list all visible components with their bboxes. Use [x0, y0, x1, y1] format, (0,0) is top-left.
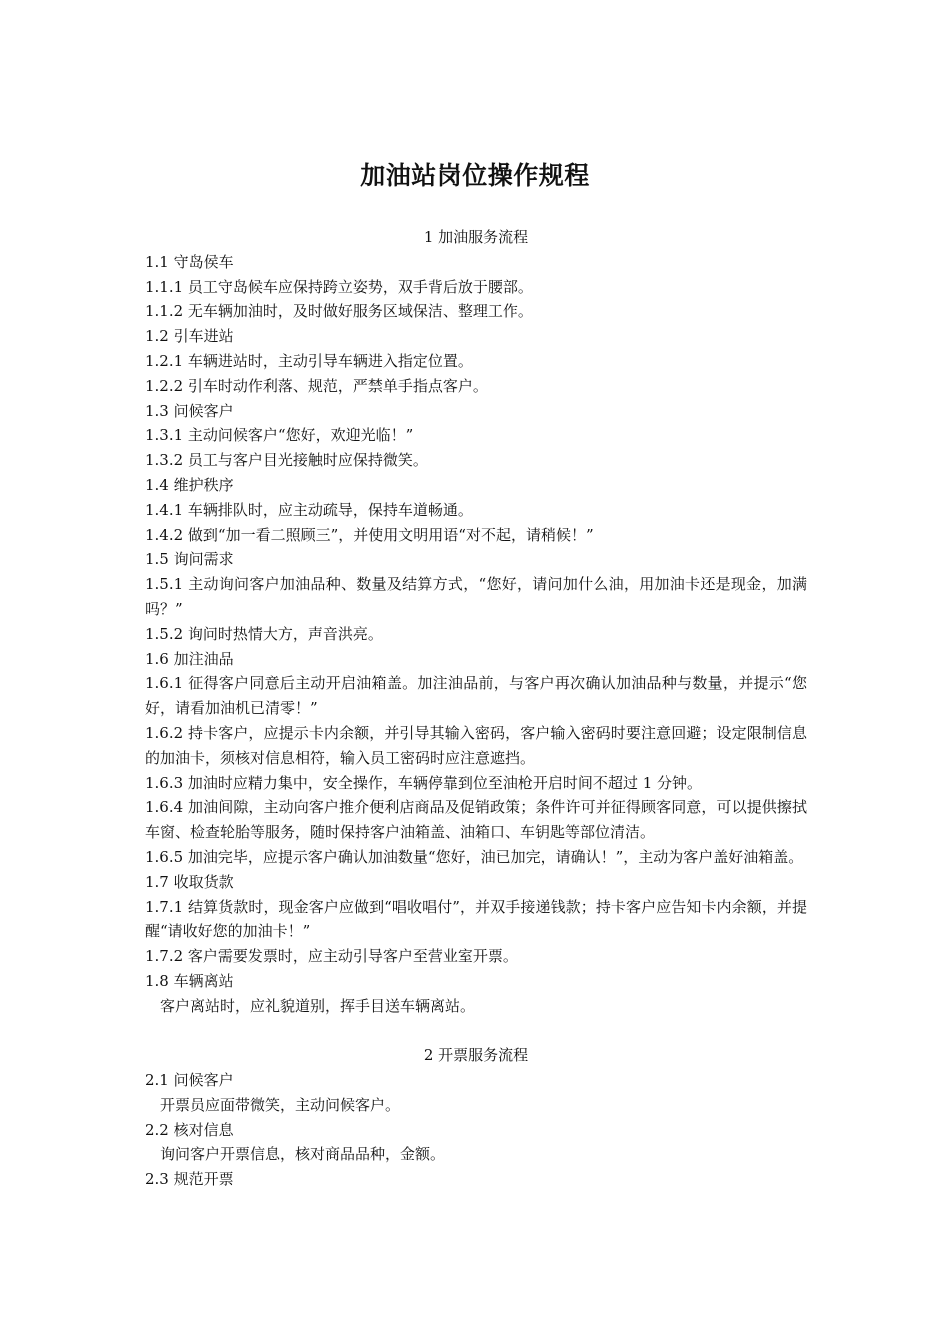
paragraph: 1.1 守岛侯车	[145, 252, 234, 271]
paragraph: 1.5 询问需求	[145, 550, 234, 569]
paragraph: 1.2.1 车辆进站时，主动引导车辆进入指定位置。	[145, 351, 473, 370]
paragraph: 1.3.2 员工与客户目光接触时应保持微笑。	[145, 451, 428, 470]
paragraph: 1.8 车辆离站	[145, 971, 234, 990]
paragraph: 1.4.2 做到“加一看二照顾三”，并使用文明用语“对不起，请稍候！”	[145, 525, 594, 544]
section-heading: 1 加油服务流程	[423, 228, 529, 246]
paragraph: 1.4.1 车辆排队时，应主动疏导，保持车道畅通。	[145, 500, 473, 519]
paragraph: 1.6.1 征得客户同意后主动开启油箱盖。加注油品前，与客户再次确认加油品种与数量，并提示“您好，请看加油机已清零！”	[145, 674, 807, 718]
paragraph: 1.1.2 无车辆加油时，及时做好服务区域保洁、整理工作。	[145, 302, 533, 321]
paragraph: 1.6.3 加油时应精力集中，安全操作，车辆停靠到位至油枪开启时间不超过 1 分钟。	[145, 773, 703, 792]
paragraph: 1.2.2 引车时动作利落、规范，严禁单手指点客户。	[145, 376, 488, 395]
paragraph: 1.7.2 客户需要发票时，应主动引导客户至营业室开票。	[145, 947, 518, 966]
paragraph: 2.3 规范开票	[145, 1170, 234, 1189]
paragraph: 1.2 引车进站	[145, 327, 234, 346]
paragraph: 1.4 维护秩序	[145, 475, 234, 494]
document-title: 加油站岗位操作规程	[360, 161, 590, 190]
paragraph: 1.7.1 结算货款时，现金客户应做到“唱收唱付”，并双手接递钱款；持卡客户应告知卡内余额，并提醒“请收好您的加油卡！”	[145, 897, 807, 941]
paragraph: 1.1.1 员工守岛候车应保持跨立姿势，双手背后放于腰部。	[145, 277, 533, 296]
paragraph: 1.5.2 询问时热情大方，声音洪亮。	[145, 624, 383, 643]
paragraph: 1.6 加注油品	[145, 649, 234, 668]
paragraph: 1.6.5 加油完毕，应提示客户确认加油数量“您好，油已加完，请确认！”，主动为客户盖好油箱盖。	[145, 847, 804, 866]
paragraph: 询问客户开票信息，核对商品品种，金额。	[160, 1145, 446, 1164]
paragraph: 1.6.2 持卡客户，应提示卡内余额，并引导其输入密码，客户输入密码时要注意回避；设定限制信息的加油卡，须核对信息相符，输入员工密码时应注意遮挡。	[145, 723, 807, 767]
paragraph: 1.3 问候客户	[145, 401, 234, 420]
document-body	[145, 225, 807, 1192]
spacer	[145, 1019, 807, 1044]
paragraph: 客户离站时，应礼貌道别，挥手目送车辆离站。	[160, 996, 476, 1015]
paragraph: 1.3.1 主动问候客户“您好，欢迎光临！”	[145, 426, 414, 445]
paragraph: 1.5.1 主动询问客户加油品种、数量及结算方式，“您好，请问加什么油，用加油卡还是现金，加满吗？”	[145, 575, 807, 618]
section-heading: 2 开票服务流程	[423, 1046, 529, 1065]
paragraph: 1.7 收取货款	[145, 872, 234, 891]
paragraph: 1.6.4 加油间隙，主动向客户推介便利店商品及促销政策；条件许可并征得顾客同意，可以提供擦拭车窗、检查轮胎等服务，随时保持客户油箱盖、油箱口、车钥匙等部位清洁。	[145, 798, 807, 842]
paragraph: 2.2 核对信息	[145, 1120, 234, 1139]
paragraph: 开票员应面带微笑，主动问候客户。	[160, 1095, 401, 1114]
paragraph: 2.1 问候客户	[145, 1071, 234, 1090]
